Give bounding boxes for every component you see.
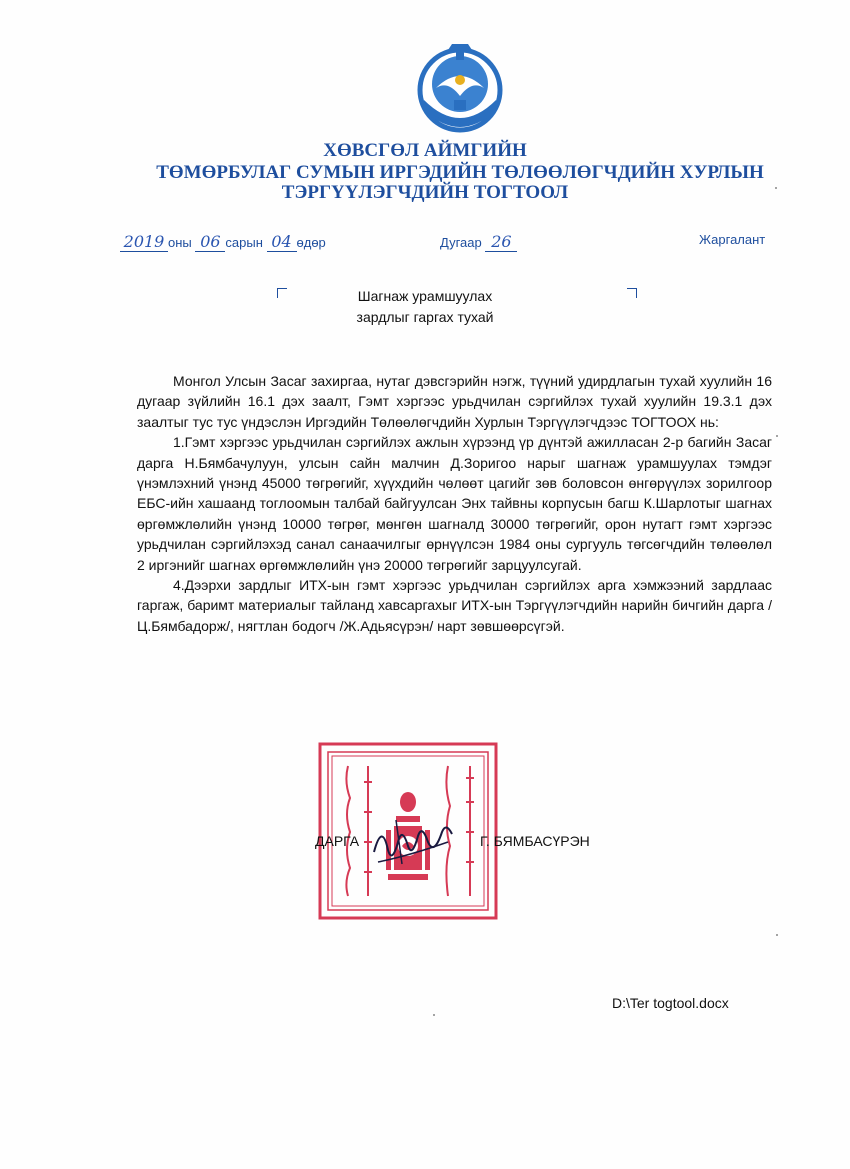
header-line-3: ТЭРГҮҮЛЭГЧДИЙН ТОГТООЛ: [281, 182, 569, 203]
document-number: 26: [485, 232, 517, 252]
file-path: D:\Ter togtool.docx: [612, 995, 729, 1011]
handwritten-signature-icon: [368, 812, 458, 868]
signatory-name: Г. БЯМБАСҮРЭН: [480, 833, 590, 849]
body-paragraph-2: 1.Гэмт хэргээс урьдчилан сэргийлэх ажлын хүрээнд үр дүнтэй ажилласан 2-р багийн Засаг дарга Н.Бямбачулуун, улсын сайн малчин Д.Зоригоо нарыг шагнаж урамшуулах тэмдэг үнэмлэхний үнэнд 45000 төгрөгийг, хүүхдийн чөлөөт цагийг зөв боловсон өнгөрүүлэх зорилгоор ЕБС-ийн хашаанд тоглоомын талбай байгуулсан Энх тайвны корпусын багш К.Шарлотыг шагнах өргөмжлөлийн үнэнд 10000 төгрөг, мөнгөн шагналд 30000 төгрөгийг, орон нутагт гэмт хэргээс урьдчилан сэргийлэхэд санал санаачилгыг өрнүүлсэн 1984 оны сургууль төгсөгчдийн төлөөлөл 2 иргэнийг шагнах өргөмжлөлийн үнэ 20000 төгрөгийг зарцуулсугай.: [137, 434, 772, 573]
date-month: 06: [195, 232, 225, 252]
date-month-suffix: сарын: [225, 235, 263, 250]
date-day: 04: [267, 232, 297, 252]
number-label: Дугаар: [440, 235, 482, 250]
scan-speck: [775, 187, 777, 189]
date-year-suffix: оны: [168, 235, 192, 250]
place-name: Жаргалант: [699, 232, 766, 247]
number-field: [440, 232, 517, 252]
subject-line-1: Шагнаж урамшуулах: [357, 288, 493, 304]
header-line-2: ТӨМӨРБУЛАГ СУМЫН ИРГЭДИЙН ТӨЛӨӨЛӨГЧДИЙН ХУРЛЫН: [156, 162, 764, 183]
signatory-title: ДАРГА: [315, 833, 360, 849]
date-day-suffix: өдөр: [296, 235, 326, 250]
state-emblem-icon: [414, 40, 506, 136]
scan-speck: [433, 1014, 435, 1016]
body-paragraph-1: Монгол Улсын Засаг захиргаа, нутаг дэвсгэрийн нэгж, түүний удирдлагын тухай хуулийн 16 дугаар зүйлийн 16.1 дэх заалт, Гэмт хэргээс урьдчилан сэргийлэх тухай хуулийн 19.3.1 дэх заалтыг тус тус үндэслэн Иргэдийн Төлөөлөгчдийн Хурлын Тэргүүлэгчдээс ТОГТООХ нь:: [137, 373, 772, 430]
document-body: [137, 371, 772, 636]
body-paragraph-3: 4.Дээрхи зардлыг ИТХ-ын гэмт хэргээс урьдчилан сэргийлэх арга хэмжээний зардлаас гаргаж, баримт материалыг тайланд хавсаргахыг ИТХ-ын Тэргүүлэгчдийн нарийн бичгийн дарга /Ц.Бямбадорж/, нягтлан бодогч /Ж.Адьясүрэн/ нарт зөвшөөрсүгэй.: [137, 577, 772, 634]
header-line-1: ХӨВСГӨЛ АЙМГИЙН: [323, 140, 527, 161]
scan-speck: [776, 934, 778, 936]
scan-speck: [776, 435, 778, 437]
subject-line-2: зардлыг гаргах тухай: [356, 309, 494, 325]
date-field: [120, 232, 326, 252]
date-year: 2019: [120, 232, 168, 252]
